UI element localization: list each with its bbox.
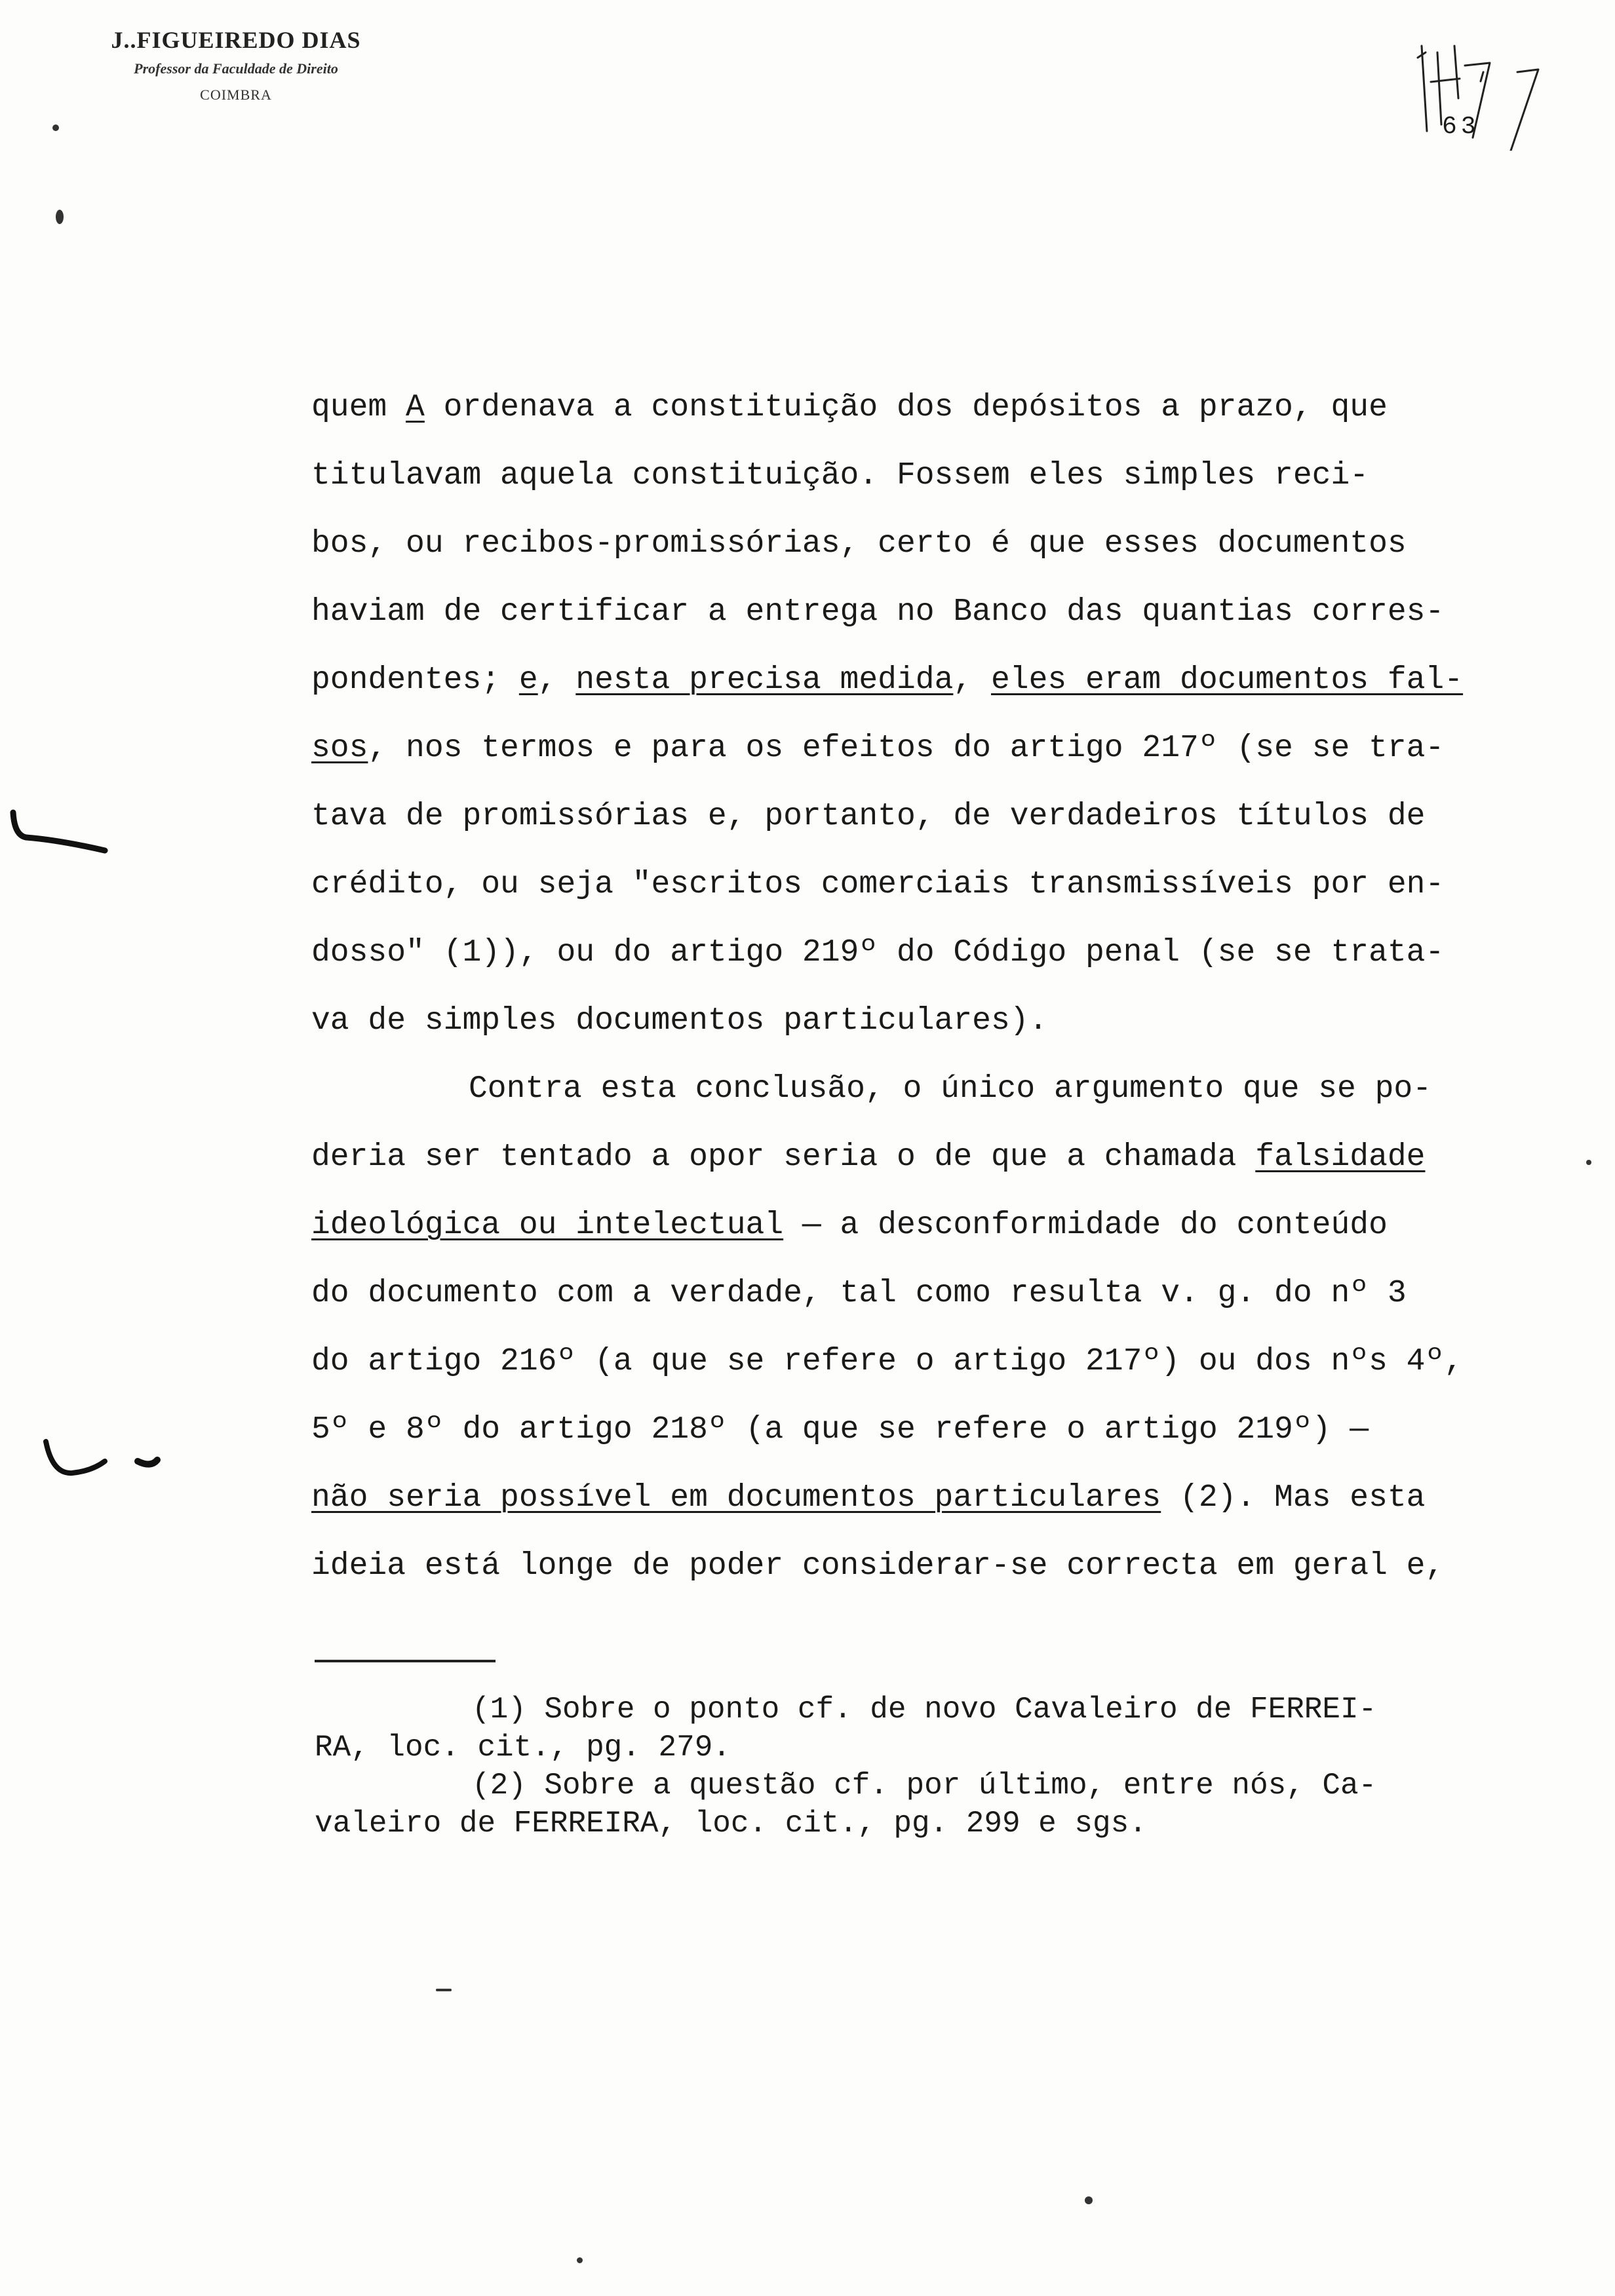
text-run: tava de promissórias e, portanto, de verdadeiros títulos de bbox=[311, 799, 1426, 834]
margin-check-mark bbox=[39, 1435, 170, 1487]
underlined-text: ideológica ou intelectual bbox=[311, 1208, 784, 1243]
text-line bbox=[311, 714, 1511, 782]
scan-speck bbox=[436, 1989, 452, 1991]
letterhead bbox=[52, 26, 419, 104]
text-run: , nos termos e para os efeitos do artigo 217º (se se tra- bbox=[368, 731, 1445, 766]
underlined-text: sos bbox=[311, 731, 368, 766]
text-line bbox=[311, 919, 1511, 987]
footnotes bbox=[315, 1691, 1514, 1843]
handwritten-folio-number bbox=[1412, 26, 1570, 151]
text-run: quem bbox=[311, 390, 406, 425]
footnote-line bbox=[315, 1729, 1514, 1767]
underlined-text: falsidade bbox=[1255, 1139, 1426, 1175]
text-line bbox=[311, 1532, 1511, 1600]
text-line bbox=[311, 1191, 1511, 1259]
text-line bbox=[311, 646, 1511, 714]
text-run: dosso" (1)), ou do artigo 219º do Código penal (se se trata- bbox=[311, 935, 1445, 970]
text-line bbox=[311, 510, 1511, 578]
text-run: , bbox=[537, 662, 576, 698]
text-run: valeiro de FERREIRA, loc. cit., pg. 299 e sgs. bbox=[315, 1807, 1147, 1841]
text-line bbox=[311, 987, 1511, 1055]
text-run: haviam de certificar a entrega no Banco das quantias corres- bbox=[311, 594, 1445, 630]
underlined-text: nesta precisa medida bbox=[575, 662, 954, 698]
text-line bbox=[311, 1328, 1511, 1396]
footnote-separator bbox=[315, 1660, 496, 1662]
main-paragraphs bbox=[311, 373, 1511, 1600]
text-run: deria ser tentado a opor seria o de que a chamada bbox=[311, 1139, 1256, 1175]
text-line bbox=[311, 1123, 1511, 1191]
footnote-line bbox=[315, 1691, 1514, 1729]
text-run: — a desconformidade do conteúdo bbox=[783, 1208, 1388, 1243]
text-run: ideia está longe de poder considerar-se correcta em geral e, bbox=[311, 1548, 1445, 1584]
underlined-text: não seria possível em documentos particulares bbox=[311, 1480, 1161, 1516]
text-line bbox=[311, 373, 1511, 442]
text-run: ordenava a constituição dos depósitos a prazo, que bbox=[424, 390, 1388, 425]
text-line bbox=[311, 851, 1511, 919]
text-run: (2) Sobre a questão cf. por último, entre nós, Ca- bbox=[472, 1769, 1377, 1803]
scan-speck bbox=[52, 124, 59, 131]
margin-bracket-mark bbox=[7, 799, 111, 865]
text-run: RA, loc. cit., pg. 279. bbox=[315, 1731, 731, 1765]
text-run: (1) Sobre o ponto cf. de novo Cavaleiro de FERREI- bbox=[472, 1693, 1377, 1727]
text-run: 5º e 8º do artigo 218º (a que se refere o artigo 219º) — bbox=[311, 1412, 1369, 1447]
page-number: 63 bbox=[1442, 113, 1480, 141]
text-line bbox=[311, 1396, 1511, 1464]
underlined-text: e bbox=[518, 662, 538, 698]
text-run: va de simples documentos particulares). bbox=[311, 1003, 1048, 1039]
scan-speck bbox=[1586, 1160, 1591, 1165]
text-run: , bbox=[953, 662, 991, 698]
text-run: pondentes; bbox=[311, 662, 519, 698]
text-line bbox=[311, 782, 1511, 851]
text-line bbox=[311, 1055, 1511, 1123]
underlined-text: A bbox=[406, 390, 425, 425]
footnote-line bbox=[315, 1767, 1514, 1805]
author-role: Professor da Faculdade de Direito bbox=[134, 60, 338, 77]
scan-speck bbox=[1085, 2196, 1093, 2204]
underlined-text: eles eram documentos fal- bbox=[990, 662, 1464, 698]
text-line bbox=[311, 578, 1511, 646]
text-run: crédito, ou seja "escritos comerciais transmissíveis por en- bbox=[311, 867, 1445, 902]
text-line bbox=[311, 1259, 1511, 1328]
text-line bbox=[311, 1464, 1511, 1532]
author-name: J..FIGUEIREDO DIAS bbox=[111, 27, 361, 53]
author-city: COIMBRA bbox=[200, 86, 272, 103]
text-run: Contra esta conclusão, o único argumento que se po- bbox=[469, 1071, 1432, 1107]
footnote-line bbox=[315, 1805, 1514, 1843]
text-run: (2). Mas esta bbox=[1161, 1480, 1426, 1516]
text-run: do artigo 216º (a que se refere o artigo 217º) ou dos nºs 4º, bbox=[311, 1344, 1464, 1379]
scan-speck bbox=[56, 210, 64, 224]
text-run: titulavam aquela constituição. Fossem eles simples reci- bbox=[311, 458, 1369, 493]
scan-speck bbox=[577, 2257, 583, 2263]
text-line bbox=[311, 442, 1511, 510]
text-run: do documento com a verdade, tal como resulta v. g. do nº 3 bbox=[311, 1276, 1407, 1311]
text-run: bos, ou recibos-promissórias, certo é que esses documentos bbox=[311, 526, 1407, 562]
